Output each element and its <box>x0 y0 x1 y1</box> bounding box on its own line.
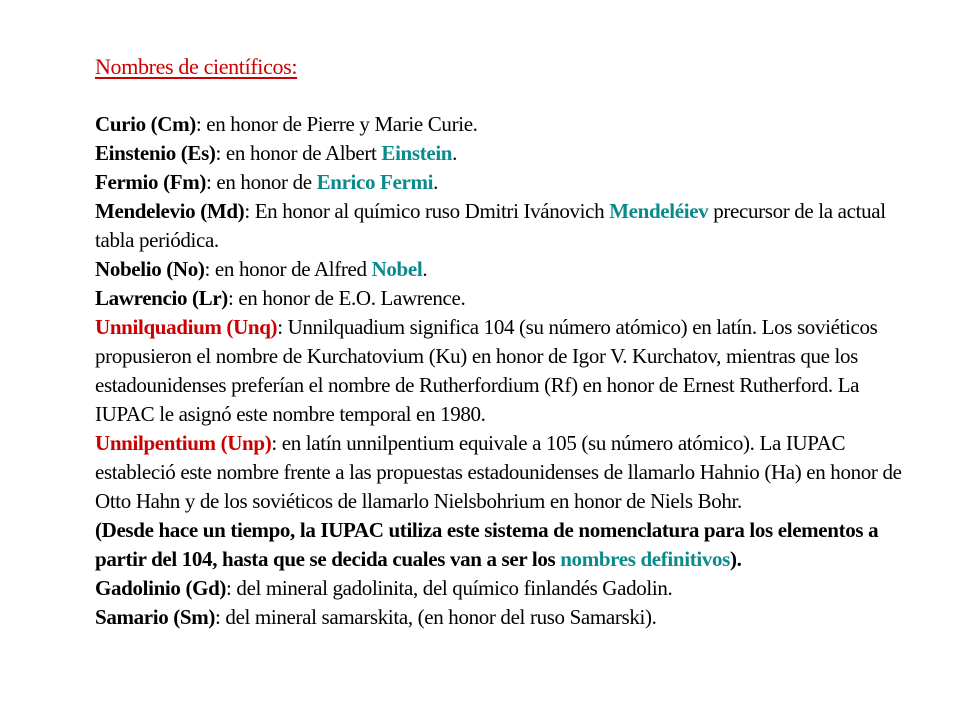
entry-text: : del mineral gadolinita, del químico finlandés Gadolin. <box>226 576 673 600</box>
entry-highlight: Enrico Fermi <box>316 170 434 194</box>
entry-label: Fermio (Fm) <box>95 170 207 194</box>
note-text: ). <box>729 547 742 571</box>
entry-text: : en honor de Pierre y Marie Curie. <box>195 112 478 136</box>
entry-einstenio <box>95 139 905 168</box>
entry-nobelio <box>95 255 905 284</box>
entry-fermio <box>95 168 905 197</box>
entry-highlight: Nobel <box>371 257 423 281</box>
entry-text: precursor de la actual tabla periódica. <box>95 199 886 252</box>
slide-content <box>95 52 905 632</box>
entry-label: Samario (Sm) <box>95 605 216 629</box>
entry-lawrencio <box>95 284 905 313</box>
entry-highlight: Einstein <box>381 141 453 165</box>
entry-text: : en honor de Alfred <box>204 257 372 281</box>
entry-label: Unnilpentium (Unp) <box>95 431 272 455</box>
entry-label: Gadolinio (Gd) <box>95 576 227 600</box>
entry-curio <box>95 110 905 139</box>
entry-label: Nobelio (No) <box>95 257 205 281</box>
entry-mendelevio <box>95 197 905 255</box>
entry-text: : en latín unnilpentium equivale a 105 (su número atómico). La IUPAC estableció este nombre frente a las propuestas estadounidenses de llamarlo Hahnio (Ha) en honor de Otto Hahn y de los soviéticos de llamarlo Nielsbohrium en honor de Niels Bohr. <box>95 431 902 513</box>
entry-text: : del mineral samarskita, (en honor del ruso Samarski). <box>215 605 657 629</box>
iupac-note <box>95 516 905 574</box>
entry-text: : en honor de E.O. Lawrence. <box>227 286 466 310</box>
entry-gadolinio <box>95 574 905 603</box>
entry-text: : Unnilquadium significa 104 (su número atómico) en latín. Los soviéticos propusieron el nombre de Kurchatovium (Ku) en honor de Igor V. Kurchatov, mientras que los estadounidenses preferían el nombre de Rutherfordium (Rf) en honor de Ernest Rutherford. La IUPAC le asignó este nombre temporal en 1980. <box>95 315 878 426</box>
entry-unnilpentium <box>95 429 905 516</box>
note-highlight: nombres definitivos <box>560 547 730 571</box>
note-text: (Desde hace un tiempo, la IUPAC utiliza este sistema de nomenclatura para los elementos a partir del 104, hasta que se decida cuales van a ser los <box>95 518 879 571</box>
entry-label: Curio (Cm) <box>95 112 196 136</box>
entry-text: : en honor de <box>206 170 317 194</box>
entry-text: . <box>422 257 428 281</box>
entry-label: Lawrencio (Lr) <box>95 286 228 310</box>
entry-text: : en honor de Albert <box>215 141 382 165</box>
entry-label: Mendelevio (Md) <box>95 199 245 223</box>
entry-label: Einstenio (Es) <box>95 141 216 165</box>
slide-heading: Nombres de científicos: <box>95 54 298 79</box>
entry-samario <box>95 603 905 632</box>
entry-text: : En honor al químico ruso Dmitri Ivánovich <box>244 199 610 223</box>
entry-highlight: Mendeléiev <box>609 199 709 223</box>
entry-text: . <box>452 141 458 165</box>
entry-unnilquadium <box>95 313 905 429</box>
entry-label: Unnilquadium (Unq) <box>95 315 278 339</box>
entry-text: . <box>433 170 439 194</box>
